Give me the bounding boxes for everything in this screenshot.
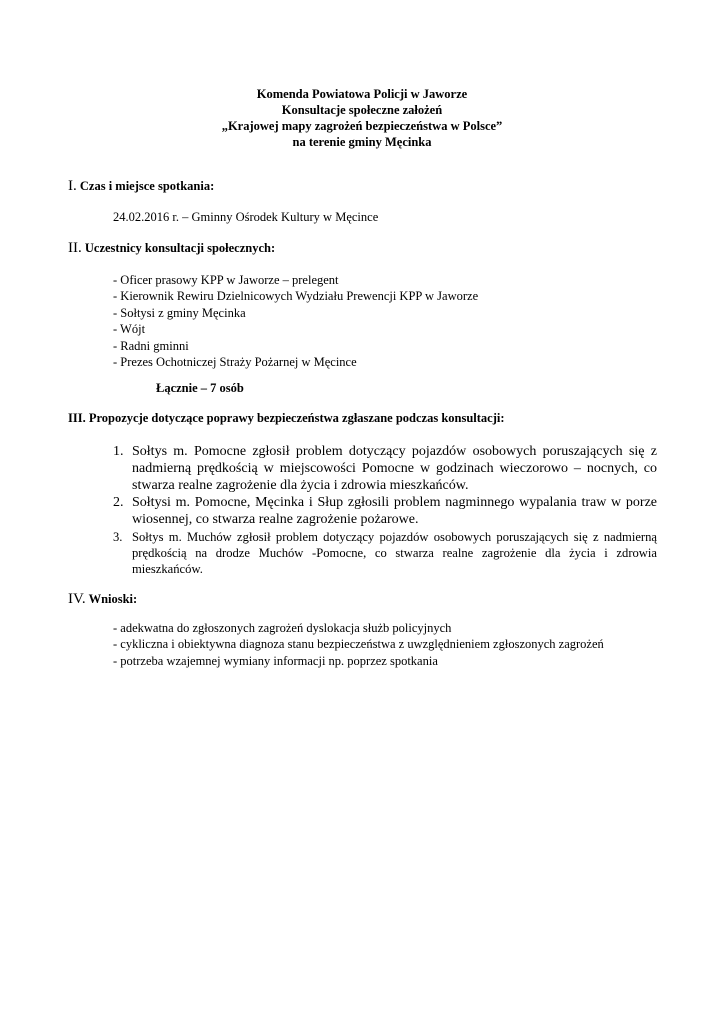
list-item: - Kierownik Rewiru Dzielnicowych Wydziału Prewencji KPP w Jaworze xyxy=(113,289,479,304)
section-1-title: Czas i miejsce spotkania: xyxy=(79,179,215,193)
list-item xyxy=(113,494,657,528)
participants-total: Łącznie – 7 osób xyxy=(156,381,244,395)
list-item: - Sołtysi z gminy Męcinka xyxy=(113,305,246,320)
proposal-text: Sołtys m. Muchów zgłosił problem dotyczący pojazdów osobowych poruszających się z nadmierną prędkością na drodze Muchów -Pomocne, co stwarza realne zagrożenie dla życia i zdrowia mieszkańców. xyxy=(132,530,657,576)
list-item: - potrzeba wzajemnej wymiany informacji np. poprzez spotkania xyxy=(113,653,438,668)
section-3-heading: III. Propozycje dotyczące poprawy bezpieczeństwa zgłaszane podczas konsultacji: xyxy=(68,411,505,425)
meeting-date-place: 24.02.2016 r. – Gminny Ośrodek Kultury w Męcince xyxy=(113,210,379,224)
list-item: - Wójt xyxy=(113,322,146,337)
section-1-heading xyxy=(68,178,214,195)
list-item: - Radni gminni xyxy=(113,338,189,353)
proposals-list xyxy=(113,443,657,577)
proposal-number: 2. xyxy=(113,495,124,510)
document-header xyxy=(0,86,724,150)
proposal-text: Sołtys m. Pomocne zgłosił problem dotyczący pojazdów osobowych poruszających się z nadmierną prędkością w miejscowości Pomocne w godzinach wieczorowo – nocnych, co stwarza realne zagrożenie dla życia i zdrowia mieszkańców. xyxy=(132,444,657,493)
list-item: - Prezes Ochotniczej Straży Pożarnej w Męcince xyxy=(113,355,357,370)
list-item: - cykliczna i obiektywna diagnoza stanu bezpieczeństwa z uwzględnieniem zgłoszonych zagrożeń xyxy=(113,637,604,652)
list-item: - adekwatna do zgłoszonych zagrożeń dyslokacja służb policyjnych xyxy=(113,621,452,635)
section-2-number: II. xyxy=(68,240,82,256)
section-1-number: I. xyxy=(68,178,77,194)
section-2-heading xyxy=(68,240,275,257)
header-line-3: „Krajowej mapy zagrożeń bezpieczeństwa w Polsce” xyxy=(221,119,503,133)
list-item xyxy=(113,529,657,577)
section-2-title: Uczestnicy konsultacji społecznych: xyxy=(84,241,276,255)
list-item: - Oficer prasowy KPP w Jaworze – prelegent xyxy=(113,273,339,287)
conclusions-list xyxy=(113,620,604,669)
header-line-2: Konsultacje społeczne założeń xyxy=(281,103,443,117)
section-4-number: IV. xyxy=(68,591,86,607)
proposal-text: Sołtysi m. Pomocne, Męcinka i Słup zgłosili problem nagminnego wypalania traw w porze wiosennej, co stwarza realne zagrożenie pożarowe. xyxy=(132,495,657,527)
section-4-title: Wnioski: xyxy=(88,592,138,606)
section-4-heading xyxy=(68,591,137,608)
header-line-4: na terenie gminy Męcinka xyxy=(292,135,432,149)
list-item xyxy=(113,443,657,494)
participants-list xyxy=(113,272,478,370)
proposal-number: 1. xyxy=(113,444,124,459)
proposal-number: 3. xyxy=(113,530,123,544)
header-line-1: Komenda Powiatowa Policji w Jaworze xyxy=(256,87,468,101)
